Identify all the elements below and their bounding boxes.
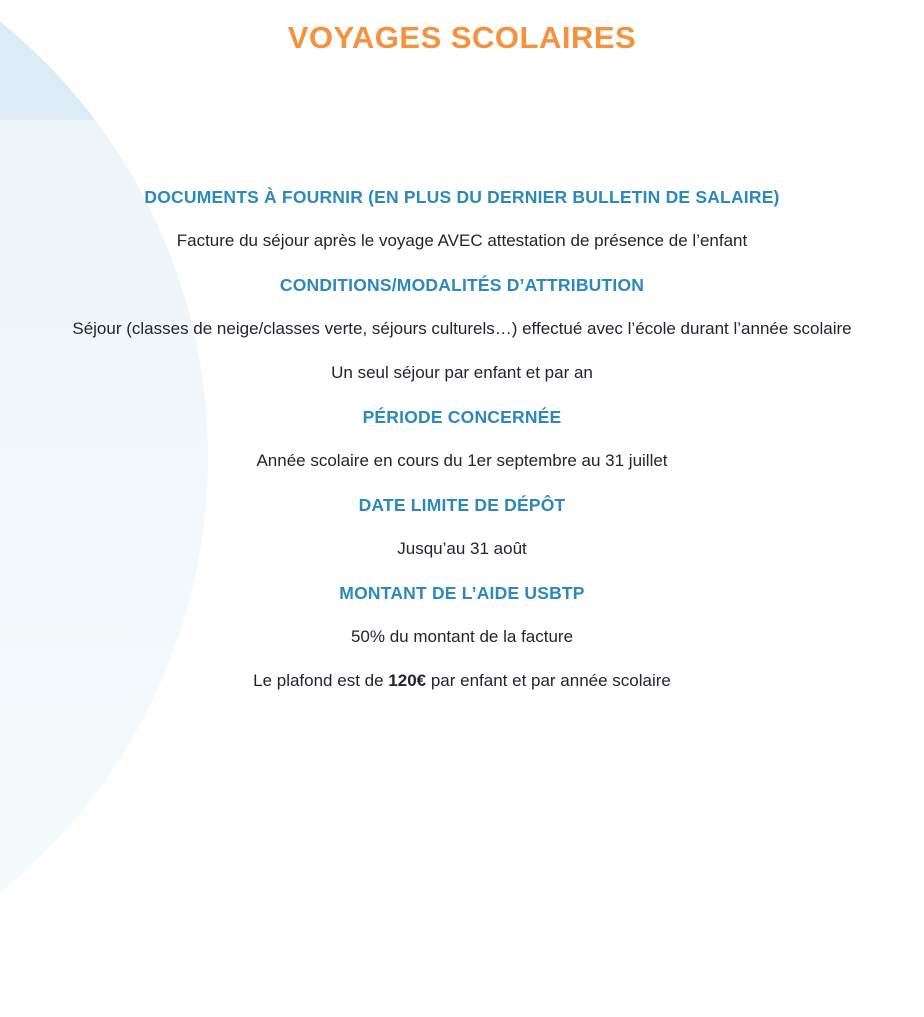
section-montant bbox=[0, 583, 924, 691]
section-paragraph: Facture du séjour après le voyage AVEC attestation de présence de l’enfant bbox=[176, 231, 748, 250]
section-heading: DATE LIMITE DE DÉPÔT bbox=[358, 495, 566, 515]
section-heading: CONDITIONS/MODALITÉS D’ATTRIBUTION bbox=[279, 275, 645, 295]
page-title: VOYAGES SCOLAIRES bbox=[287, 20, 637, 55]
section-paragraph: Séjour (classes de neige/classes verte, séjours culturels…) effectué avec l’école durant l’année scolaire bbox=[72, 319, 852, 338]
sections-container bbox=[0, 187, 924, 691]
plafond-note-prefix: Le plafond est de bbox=[253, 671, 389, 690]
section-documents bbox=[0, 187, 924, 251]
section-paragraph: Un seul séjour par enfant et par an bbox=[331, 363, 593, 382]
section-paragraph: Année scolaire en cours du 1er septembre au 31 juillet bbox=[256, 451, 668, 470]
section-date-limite bbox=[0, 495, 924, 559]
section-conditions bbox=[0, 275, 924, 383]
plafond-amount: 120€ bbox=[388, 671, 427, 690]
plafond-note-suffix: par enfant et par année scolaire bbox=[426, 671, 671, 690]
section-heading: DOCUMENTS À FOURNIR (EN PLUS DU DERNIER BULLETIN DE SALAIRE) bbox=[144, 187, 780, 207]
section-paragraph: Jusqu’au 31 août bbox=[397, 539, 527, 558]
plafond-note bbox=[0, 671, 924, 691]
section-periode bbox=[0, 407, 924, 471]
section-heading: PÉRIODE CONCERNÉE bbox=[362, 407, 562, 427]
section-heading: MONTANT DE L’AIDE USBTP bbox=[339, 583, 585, 603]
section-paragraph: 50% du montant de la facture bbox=[350, 627, 574, 646]
